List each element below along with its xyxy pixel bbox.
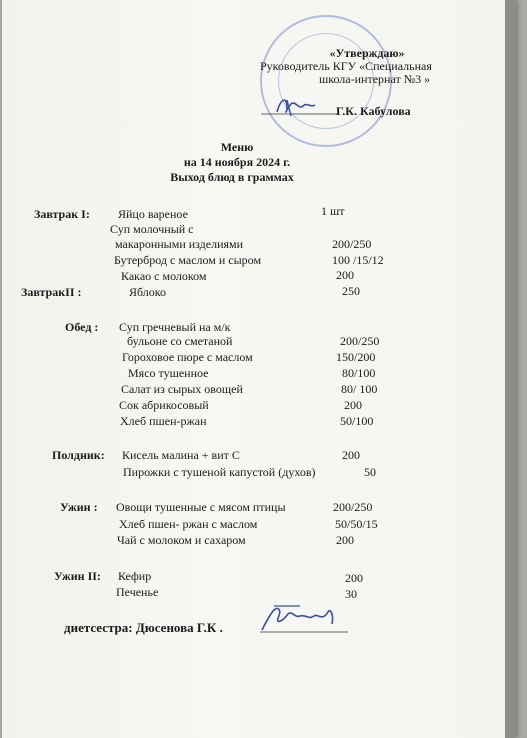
menu-item-name: Суп гречневый на м/к (119, 320, 231, 334)
meal-label-dinner2: Ужин II: (54, 569, 101, 583)
menu-item-name: Какао с молоком (121, 269, 207, 283)
menu-item-name: Суп молочный с (110, 222, 194, 236)
paper-edge (505, 0, 516, 738)
menu-item-name: Гороховое пюре с маслом (122, 350, 253, 364)
dietitian-line: диетсестра: Дюсенова Г.К . (64, 620, 223, 635)
menu-item-name: Салат из сырых овощей (121, 382, 243, 396)
menu-item-qty: 200 (342, 448, 360, 462)
menu-item-name: Овощи тушенные с мясом птицы (116, 500, 286, 514)
menu-item-qty: 50 (364, 465, 376, 479)
menu-title: Меню (220, 140, 254, 154)
menu-document (2, 0, 516, 738)
menu-date: на 14 ноября 2024 г. (183, 155, 291, 169)
menu-item-qty: 200 (344, 398, 362, 412)
meal-label-breakfast1: Завтрак I: (34, 207, 90, 221)
menu-item-qty: 200/250 (333, 500, 373, 514)
approval-title: «Утверждаю» (329, 46, 405, 60)
menu-item-name: Пирожки с тушеной капустой (духов) (123, 465, 316, 479)
menu-item-name: Сок абрикосовый (119, 398, 209, 412)
menu-item-qty: 50/50/15 (335, 517, 378, 531)
menu-item-qty: 30 (345, 587, 357, 601)
menu-item-name: Мясо тушенное (128, 366, 209, 380)
menu-item-qty: 200 (345, 571, 363, 585)
menu-item-name: Кефир (118, 569, 152, 583)
meal-label-snack: Полдник: (52, 448, 105, 462)
menu-item-qty: 200/250 (332, 237, 372, 251)
menu-item-qty: 150/200 (336, 350, 376, 364)
menu-item-qty: 1 шт (321, 204, 345, 218)
menu-item-name: Хлеб пшен-ржан (120, 414, 207, 428)
menu-item-name: Хлеб пшен- ржан с маслом (119, 517, 258, 531)
meal-label-lunch: Обед : (65, 320, 99, 334)
meal-label-dinner1: Ужин : (60, 500, 98, 514)
menu-item-qty: 80/ 100 (341, 382, 378, 396)
menu-item-qty: 100 /15/12 (332, 253, 384, 267)
menu-item-name: Кисель малина + вит С (122, 448, 240, 462)
menu-item-qty: 250 (342, 284, 360, 298)
menu-item-qty: 80/100 (342, 366, 376, 380)
menu-item-name: Бутерброд с маслом и сыром (114, 253, 262, 267)
menu-item-qty: 50/100 (340, 414, 374, 428)
menu-item-name: бульоне со сметаной (127, 334, 233, 348)
director-signature-icon (257, 92, 342, 122)
menu-item-name: Чай с молоком и сахаром (117, 533, 246, 547)
menu-subtitle: Выход блюд в граммах (170, 170, 294, 184)
menu-item-qty: 200/250 (340, 334, 380, 348)
menu-item-qty: 200 (336, 533, 354, 547)
menu-item-name: Печенье (116, 585, 159, 599)
meal-label-breakfast2: ЗавтракII : (21, 285, 82, 299)
menu-item-qty: 200 (336, 268, 354, 282)
dietitian-signature-icon (252, 600, 352, 640)
menu-item-name: Яблоко (129, 285, 167, 299)
menu-item-name: макаронными изделиями (115, 237, 244, 251)
approval-line-2: школа-интернат №3 » (319, 72, 431, 86)
menu-item-name: Яйцо вареное (118, 207, 188, 221)
approval-signer: Г.К. Кабулова (336, 104, 411, 118)
approval-line-1: Руководитель КГУ «Специальная (260, 59, 432, 73)
